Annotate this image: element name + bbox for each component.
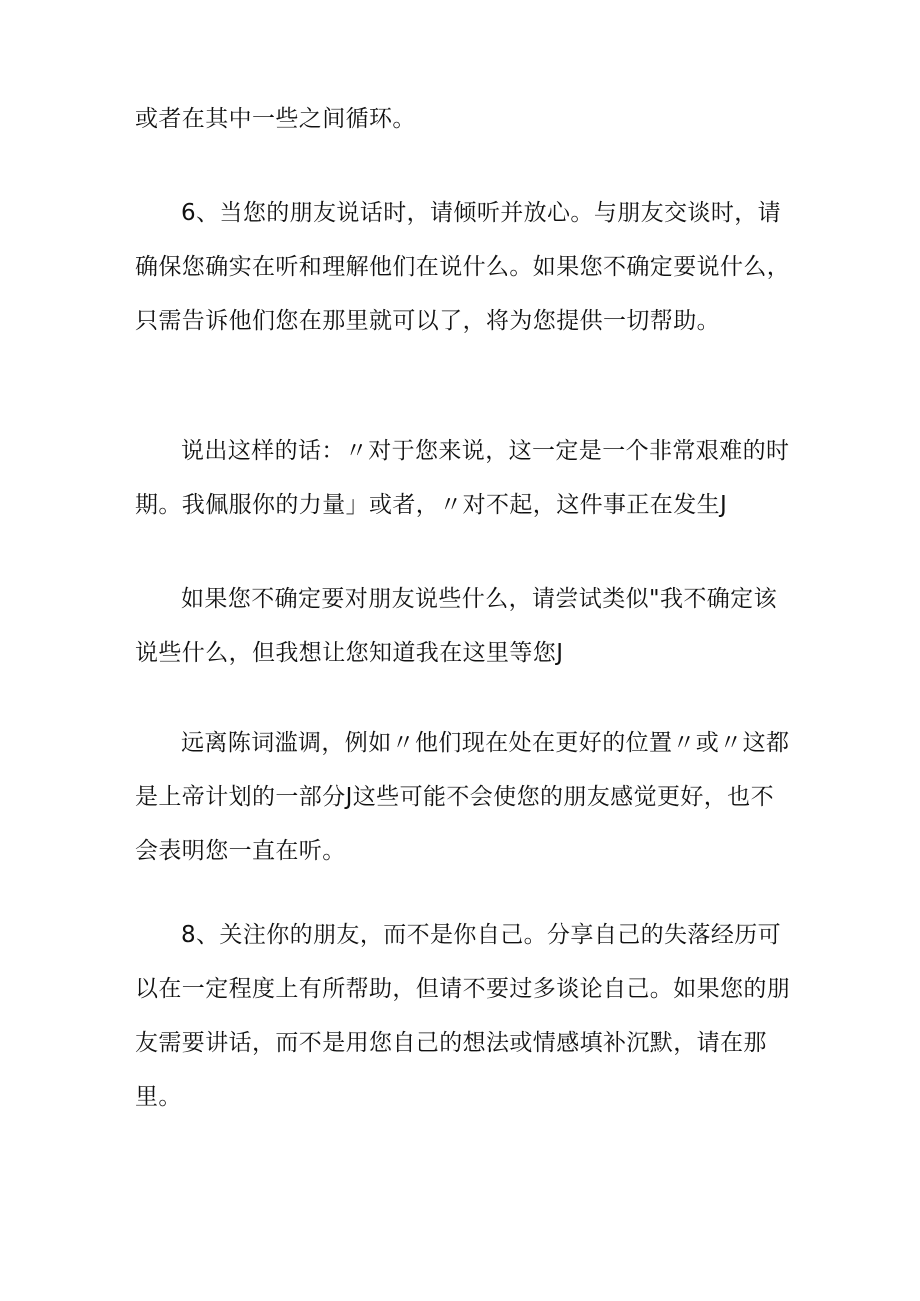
- paragraph-line: 友需要讲话，而不是用您自己的想法或情感填补沉默，请在那: [135, 1030, 767, 1056]
- paragraph-line: 远离陈词滥调，例如〃他们现在处在更好的位置〃或〃这都: [181, 730, 790, 756]
- paragraph-line: 如果您不确定要对朋友说些什么，请尝试类似"我不确定该: [181, 586, 777, 612]
- paragraph-unsure-what-to-say: [135, 572, 795, 680]
- paragraph-line: 只需告诉他们您在那里就可以了，将为您提供一切帮助。: [135, 308, 720, 334]
- paragraph-point-8: [135, 908, 795, 1124]
- paragraph-line: 以在一定程度上有所帮助，但请不要过多谈论自己。如果您的朋: [135, 976, 791, 1002]
- paragraph-line: 里。: [135, 1084, 182, 1110]
- paragraph-line: 确保您确实在听和理解他们在说什么。如果您不确定要说什么，: [135, 254, 791, 280]
- paragraph-line: 期。我佩服你的力量」或者，〃对不起，这件事正在发生J: [135, 492, 728, 518]
- paragraph-line: 说些什么，但我想让您知道我在这里等您J: [135, 640, 564, 666]
- paragraph-example-phrases: [135, 424, 795, 532]
- paragraph-line: 6、当您的朋友说话时，请倾听并放心。与朋友交谈时，请: [181, 200, 782, 226]
- paragraph-point-6: [135, 186, 795, 348]
- paragraph-line: 是上帝计划的一部分J这些可能不会使您的朋友感觉更好，也不: [135, 784, 774, 810]
- paragraph-line: 说出这样的话：〃对于您来说，这一定是一个非常艰难的时: [181, 438, 790, 464]
- paragraph-line: 或者在其中一些之间循环。: [135, 106, 416, 132]
- paragraph-line: 8、关注你的朋友，而不是你自己。分享自己的失落经历可: [181, 922, 782, 948]
- paragraph-loop-continuation: [135, 92, 795, 146]
- paragraph-avoid-cliches: [135, 716, 795, 878]
- paragraph-line: 会表明您一直在听。: [135, 838, 346, 864]
